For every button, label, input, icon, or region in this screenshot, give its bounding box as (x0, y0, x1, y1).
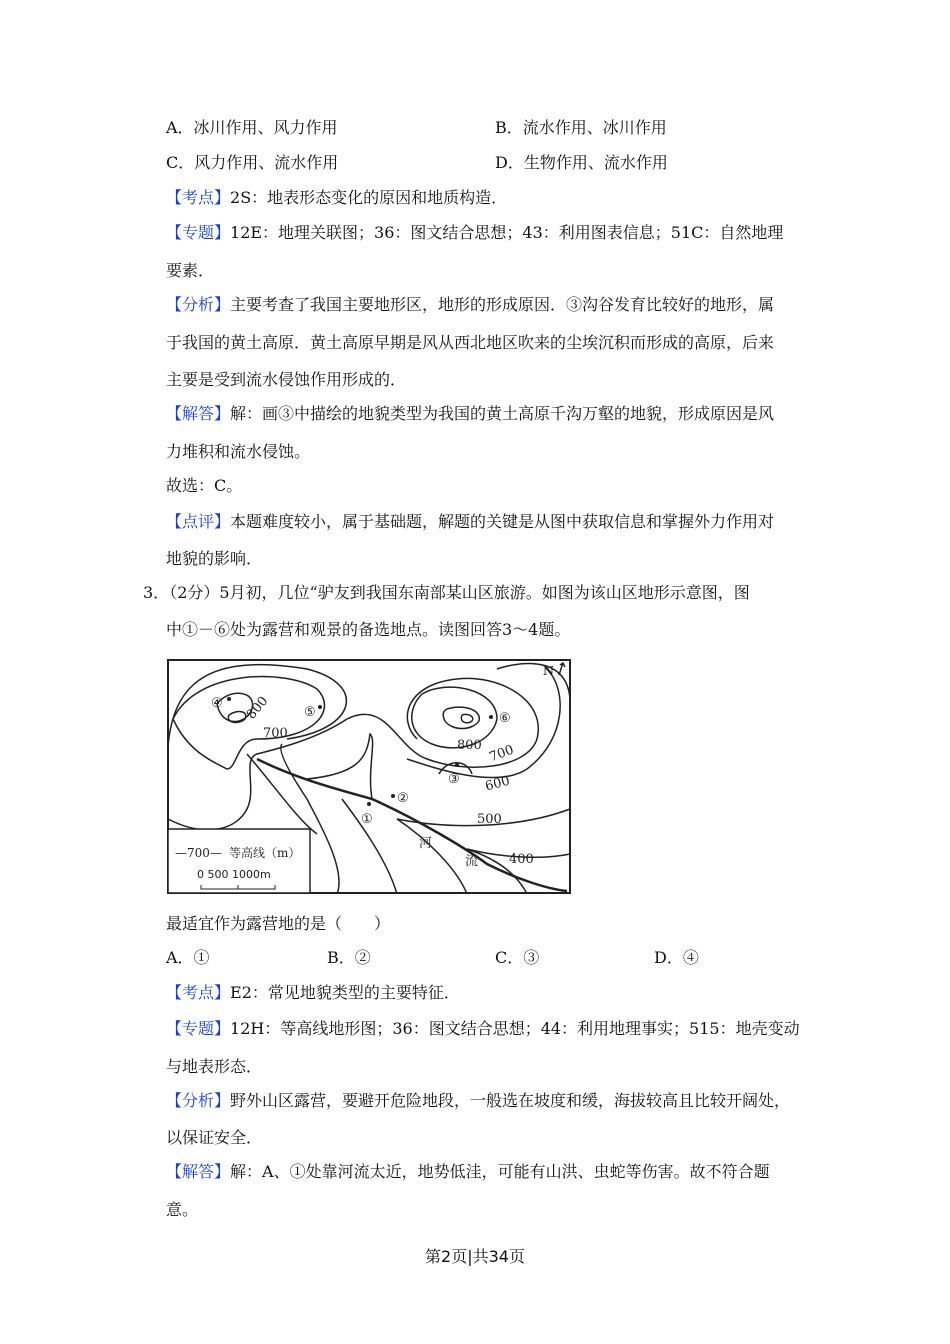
text: 主要考查了我国主要地形区，地形的形成原因．③沟谷发育比较好的地形，属 (230, 295, 775, 314)
text-line: 于我国的黄土高原．黄土高原早期是风从西北地区吹来的尘埃沉积而形成的高原，后来 (166, 333, 775, 352)
text: 2S：地表形态变化的原因和地质构造． (230, 188, 508, 207)
text: （2分）5月初，几位“驴友到我国东南部某山区旅游。如图为该山区地形示意图，图 (169, 583, 750, 602)
contour-label: 700 (263, 726, 288, 741)
contour-map (167, 659, 571, 894)
zhuanti (166, 223, 783, 243)
river-label: 流 (465, 854, 479, 869)
text-line: 以保证安全． (166, 1128, 263, 1147)
tag: 【分析】 (166, 295, 231, 314)
tag: 【解答】 (166, 404, 231, 423)
text-line: 地貌的影响． (166, 549, 263, 568)
text: 野外山区露营，要避开危险地段，一般选在坡度和缓，海拔较高且比较开阔处， (230, 1091, 791, 1110)
zhuanti (166, 1019, 800, 1039)
option-b: B．② (327, 948, 371, 967)
option-d: D．生物作用、流水作用 (495, 153, 668, 172)
kaodian (166, 188, 507, 208)
option-d: D．④ (654, 948, 699, 967)
north-arrow-icon: N (543, 664, 554, 678)
tag: 【解答】 (166, 1162, 231, 1181)
point-4: ④ (211, 696, 223, 711)
text-line: 主要是受到流水侵蚀作用形成的． (166, 370, 407, 389)
option-c: C．③ (495, 948, 540, 967)
point-6: ⑥ (499, 711, 511, 726)
point-2: ② (397, 791, 409, 806)
text-line: 意。 (166, 1200, 199, 1219)
text: 12E：地理关联图；36：图文结合思想；43：利用图表信息；51C：自然地理 (230, 223, 784, 242)
legend-line: —700— (175, 846, 222, 860)
text-line: 故选：C。 (166, 476, 243, 495)
tag: 【分析】 (166, 1091, 231, 1110)
text: 本题难度较小，属于基础题，解题的关键是从图中获取信息和掌握外力作用对 (230, 512, 775, 531)
legend-text: 等高线（m） (229, 846, 301, 860)
contour-label: 400 (509, 852, 534, 867)
option-c: C．风力作用、流水作用 (166, 153, 339, 172)
text: 解：A、①处靠河流太近，地势低洼，可能有山洪、虫蛇等伤害。故不符合题 (230, 1162, 770, 1181)
river-label: 河 (419, 836, 433, 851)
text: 12H：等高线地形图；36：图文结合思想；44：利用地理事实；515：地壳变动 (230, 1019, 800, 1038)
page-footer: 第2页|共34页 (425, 1247, 525, 1266)
fenxi (166, 295, 774, 315)
option-b: B．流水作用、冰川作用 (495, 118, 667, 137)
question: 最适宜作为露营地的是（ ） (166, 914, 391, 933)
text: 解：画③中描绘的地貌类型为我国的黄土高原千沟万壑的地貌，形成原因是风 (230, 404, 775, 423)
dianping (166, 512, 774, 532)
legend-scale: 0 500 1000m (197, 868, 271, 881)
kaodian (166, 983, 460, 1003)
point-5: ⑤ (304, 705, 316, 720)
tag: 【考点】 (166, 188, 231, 207)
tag: 【专题】 (166, 223, 231, 242)
contour-label: 600 (483, 773, 512, 795)
question-stem (143, 583, 750, 603)
tag: 【专题】 (166, 1019, 231, 1038)
contour-label: 500 (477, 812, 502, 827)
point-3: ③ (448, 772, 460, 787)
tag: 【考点】 (166, 983, 231, 1002)
point-1: ① (361, 812, 373, 827)
jieda (166, 1162, 770, 1182)
text-line: 中①－⑥处为露营和观景的备选地点。读图回答3～4题。 (166, 620, 571, 639)
text-line: 力堆积和流水侵蚀。 (166, 442, 311, 461)
tag: 【点评】 (166, 512, 231, 531)
option-a: A．冰川作用、风力作用 (166, 118, 338, 137)
jieda (166, 404, 774, 424)
contour-label: 800 (243, 693, 272, 723)
contour-label: 800 (457, 738, 482, 753)
text: E2：常见地貌类型的主要特征． (230, 983, 460, 1002)
text-line: 要素． (166, 261, 215, 280)
question-number: 3． (143, 583, 170, 602)
option-a: A．① (166, 948, 210, 967)
text-line: 与地表形态． (166, 1057, 263, 1076)
fenxi (166, 1091, 790, 1111)
contour-label: 700 (487, 742, 516, 766)
